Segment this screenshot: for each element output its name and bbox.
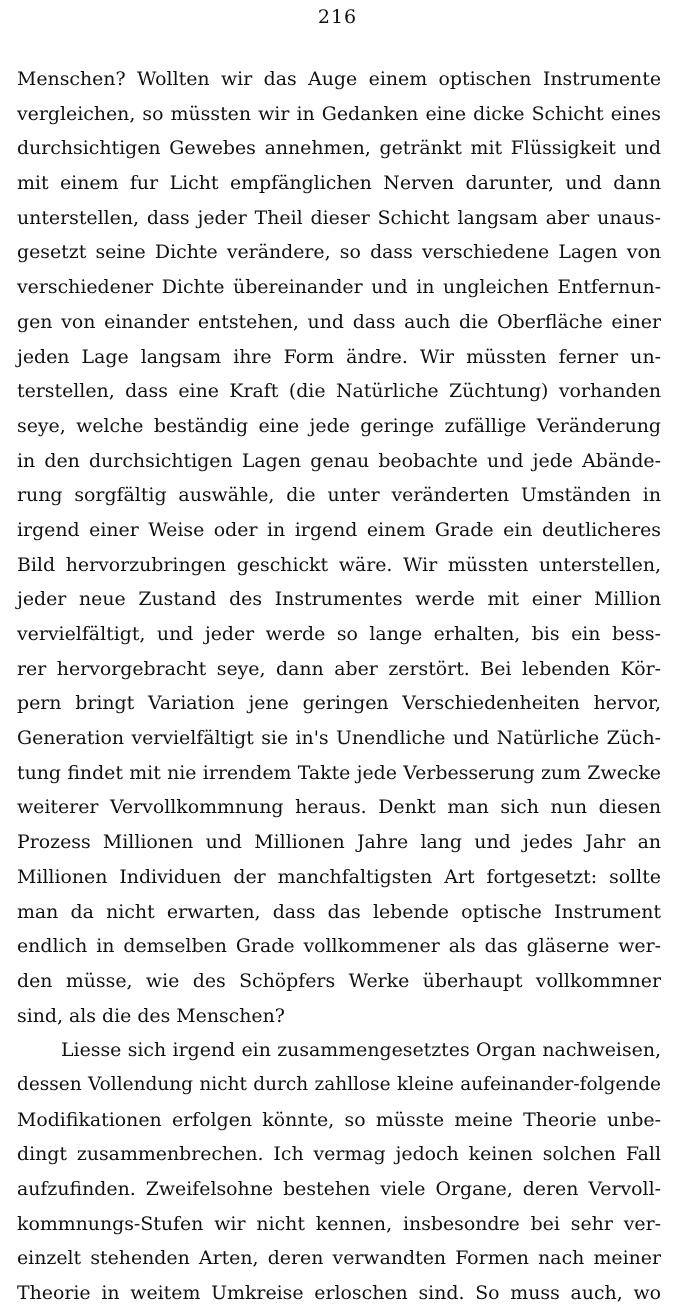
text-line: endlich in demselben Grade vollkommener als das gläserne wer- xyxy=(17,935,661,958)
text-line: tung findet mit nie irrendem Takte jede Verbesserung zum Zwecke xyxy=(17,761,661,784)
text-line: rer hervorgebracht seye, dann aber zerstört. Bei lebenden Kör- xyxy=(17,657,661,680)
text-line: dingt zusammenbrechen. Ich vermag jedoch keinen solchen Fall xyxy=(17,1143,661,1166)
text-line: mit einem fur Licht empfänglichen Nerven darunter, und dann xyxy=(17,172,661,195)
page-number: 216 xyxy=(317,6,358,28)
text-line: pern bringt Variation jene geringen Verschiedenheiten hervor, xyxy=(17,692,661,715)
text-line: Menschen? Wollten wir das Auge einem optischen Instrumente xyxy=(17,68,661,90)
text-line: terstellen, dass eine Kraft (die Natürliche Züchtung) vorhanden xyxy=(17,380,661,403)
text-line: den müsse, wie des Schöpfers Werke überhaupt vollkommner xyxy=(17,969,661,992)
text-line: Theorie in weitem Umkreise erloschen sind. So muss auch, wo xyxy=(17,1282,661,1305)
text-line: jeder neue Zustand des Instrumentes werde mit einer Million xyxy=(17,588,661,611)
text-line: Bild hervorzubringen geschickt wäre. Wir müssten unterstellen, xyxy=(17,553,661,576)
text-line: vergleichen, so müssten wir in Gedanken eine dicke Schicht eines xyxy=(17,102,661,125)
text-line: gen von einander entstehen, und dass auch die Oberfläche einer xyxy=(17,310,661,333)
text-line: einzelt stehenden Arten, deren verwandten Formen nach meiner xyxy=(17,1247,661,1270)
text-line: vervielfältigt, und jeder werde so lange erhalten, bis ein bess- xyxy=(17,623,661,645)
text-line: sind, als die des Menschen? xyxy=(17,1004,285,1027)
text-line: Millionen Individuen der manchfaltigsten Art fortgesetzt: sollte xyxy=(17,865,661,888)
text-line: seye, welche beständig eine jede geringe zufällige Veränderung xyxy=(17,414,661,437)
text-line: durchsichtigen Gewebes annehmen, getränkt mit Flüssigkeit und xyxy=(17,137,661,160)
text-line: rung sorgfältig auswähle, die unter veränderten Umständen in xyxy=(17,484,661,507)
text-line: man da nicht erwarten, dass das lebende optische Instrument xyxy=(17,900,661,923)
text-line: jeden Lage langsam ihre Form ändre. Wir müssten ferner un- xyxy=(17,345,661,368)
text-line: in den durchsichtigen Lagen genau beobachte und jede Abände- xyxy=(17,449,661,472)
text-line: kommnungs-Stufen wir nicht kennen, insbesondre bei sehr ver- xyxy=(17,1212,661,1235)
text-line: irgend einer Weise oder in irgend einem Grade ein deutlicheres xyxy=(17,518,661,541)
text-line: weiterer Vervollkommnung heraus. Denkt man sich nun diesen xyxy=(17,796,661,819)
text-line: Generation vervielfältigt sie in's Unendliche und Natürliche Züch- xyxy=(17,727,661,750)
body-text xyxy=(17,62,661,1311)
text-line: unterstellen, dass jeder Theil dieser Schicht langsam aber unaus- xyxy=(17,206,661,229)
text-line: dessen Vollendung nicht durch zahllose kleine aufeinander-folgende xyxy=(17,1073,661,1095)
text-line: aufzufinden. Zweifelsohne bestehen viele Organe, deren Vervoll- xyxy=(17,1178,661,1200)
text-line: Modifikationen erfolgen könnte, so müsste meine Theorie unbe- xyxy=(17,1108,661,1131)
text-line: gesetzt seine Dichte verändere, so dass verschiedene Lagen von xyxy=(17,241,661,264)
text-line: Prozess Millionen und Millionen Jahre lang und jedes Jahr an xyxy=(17,831,661,854)
text-line: verschiedener Dichte übereinander und in ungleichen Entfernun- xyxy=(17,276,661,299)
text-line: Liesse sich irgend ein zusammengesetztes Organ nachweisen, xyxy=(61,1039,661,1062)
